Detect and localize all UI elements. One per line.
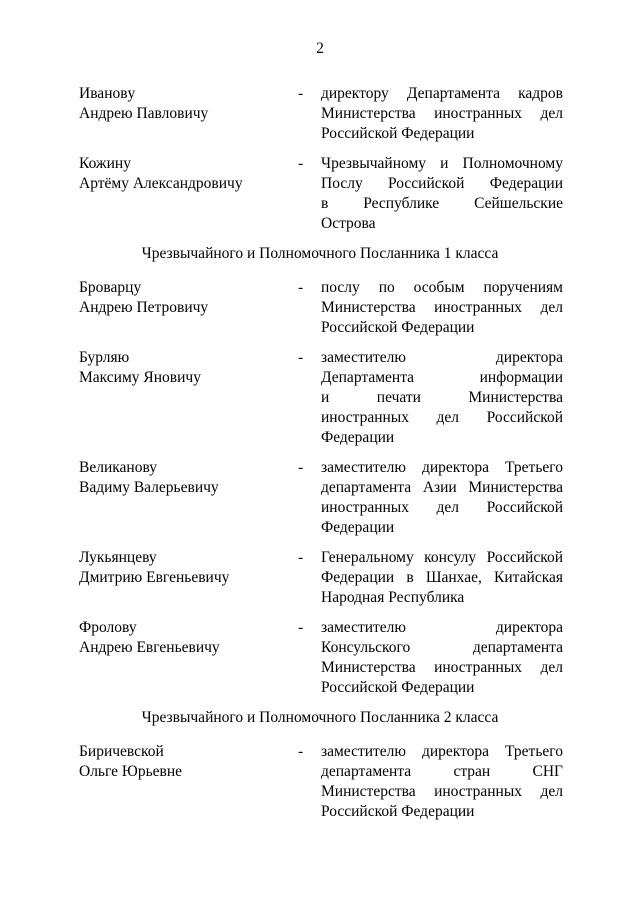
dash: - [298,349,304,366]
person-name: Кожину Артёму Александровичу [79,155,243,192]
dash: - [298,619,304,636]
person-name: Броварцу Андрею Петровичу [79,279,209,316]
position-description: послу по особым поручениям Министерства иностранных дел Российской Федерации [321,279,563,336]
position-description: заместителю директора Третьего департамента Азии Министерства иностранных дел Российской Федерации [321,459,563,536]
dash: - [298,279,304,296]
position-description: заместителю директора Консульского департамента Министерства иностранных дел Российской Федерации [321,619,563,696]
dash: - [298,549,304,566]
dash: - [298,743,304,760]
position-description: директору Департамента кадров Министерства иностранных дел Российской Федерации [321,85,563,142]
position-description: Генеральному консулу Российской Федерации в Шанхае, Китайская Народная Республика [321,549,563,606]
person-name: Великанову Вадиму Валерьевичу [79,459,219,496]
person-name: Бурляю Максиму Яновичу [79,349,201,386]
position-description: заместителю директора Департамента информации и печати Министерства иностранных дел Российской Федерации [321,349,563,446]
section-heading: Чрезвычайного и Полномочного Посланника 2 класса [141,709,499,726]
person-name: Ивановy Андрею Павловичу [79,85,209,122]
dash: - [298,85,304,102]
person-name: Биричевской Ольге Юрьевне [79,743,183,780]
person-name: Фролову Андрею Евгеньевичу [79,619,220,656]
dash: - [298,459,304,476]
page-number: 2 [316,40,324,57]
position-description: заместителю директора Третьего департамента стран СНГ Министерства иностранных дел Российской Федерации [321,743,563,820]
position-description: Чрезвычайному и Полномочному Послу Российской Федерации в Республике Сейшельские Острова [321,155,563,232]
dash: - [298,155,304,172]
person-name: Лукьянцеву Дмитрию Евгеньевичу [79,549,230,586]
section-heading: Чрезвычайного и Полномочного Посланника 1 класса [141,245,499,262]
